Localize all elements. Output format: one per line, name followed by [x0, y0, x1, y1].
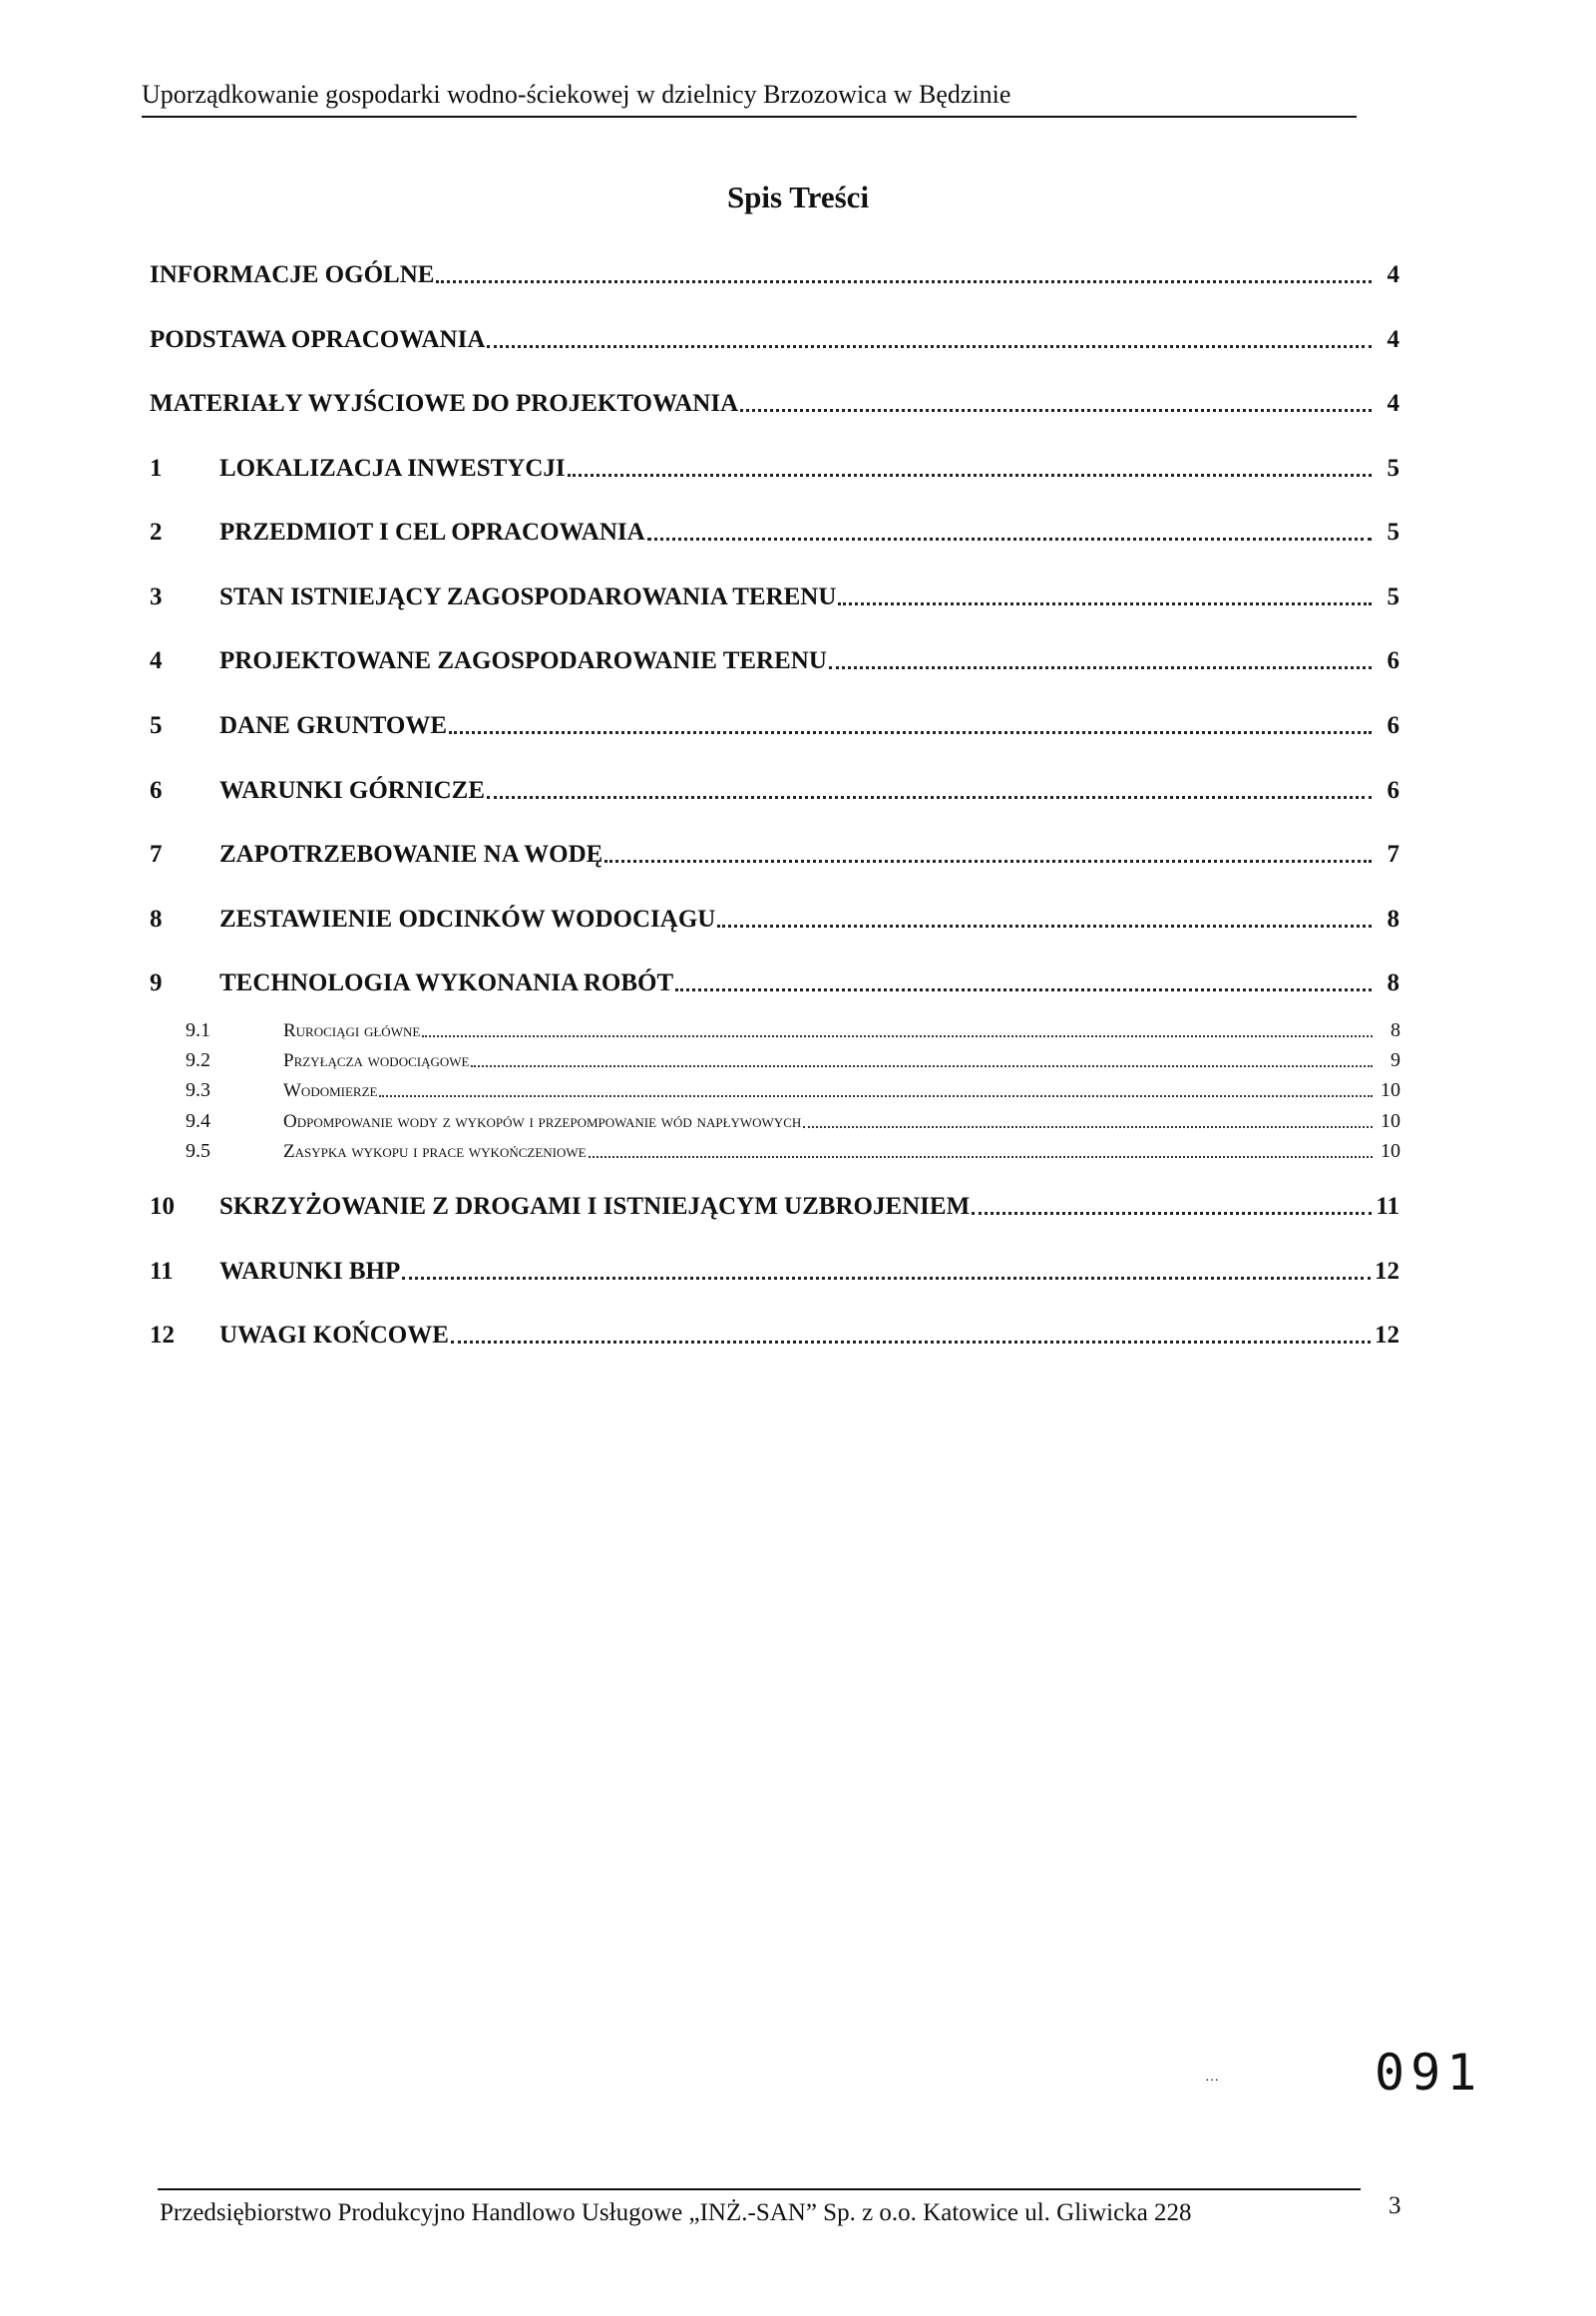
toc-entry-page: 5 [1387, 583, 1399, 610]
toc-entry-page: 5 [1387, 455, 1399, 482]
dot-leader [717, 925, 1372, 928]
page-number: 3 [1389, 2192, 1401, 2219]
toc-entry-label: WARUNKI GÓRNICZE [219, 777, 486, 804]
toc-entry-number: 7 [150, 841, 163, 868]
toc-entry-number: 1 [150, 455, 163, 482]
dot-leader [568, 474, 1372, 477]
toc-entry[interactable] [150, 255, 1399, 289]
toc-subentry-label: Rurociągi główne [283, 1020, 421, 1041]
toc-subentry-page: 10 [1381, 1140, 1400, 1162]
toc-subentry-page: 8 [1391, 1019, 1400, 1041]
toc-subentry[interactable] [186, 1044, 1400, 1072]
toc-entry-number: 9 [150, 969, 163, 996]
dot-leader [838, 602, 1372, 605]
toc-title: Spis Treści [726, 180, 870, 214]
toc-entry-label: MATERIAŁY WYJŚCIOWE DO PROJEKTOWANIA [150, 390, 739, 417]
toc-entry-page: 11 [1376, 1193, 1399, 1220]
dot-leader [829, 666, 1372, 669]
toc-subentry-number: 9.1 [186, 1019, 210, 1041]
toc-entry-page: 12 [1375, 1258, 1399, 1285]
toc-entry-page: 5 [1387, 519, 1399, 546]
toc-entry-page: 4 [1387, 261, 1399, 288]
dot-leader [402, 1277, 1371, 1280]
toc-entry-number: 10 [150, 1193, 175, 1220]
toc-entry-number: 5 [150, 712, 163, 739]
dot-leader [449, 731, 1372, 734]
stamp-number: 091 [1375, 2044, 1483, 2102]
toc-entry-number: 3 [150, 583, 163, 610]
toc-entry-label: ZESTAWIENIE ODCINKÓW WODOCIĄGU [219, 906, 716, 933]
toc-subentry[interactable] [186, 1014, 1400, 1042]
toc-subentry-page: 10 [1381, 1110, 1400, 1132]
toc-entry[interactable] [150, 449, 1399, 483]
toc-entry-label: PRZEDMIOT I CEL OPRACOWANIA [219, 519, 645, 546]
dot-leader [436, 280, 1372, 283]
toc-entry-page: 4 [1387, 326, 1399, 353]
toc-entry[interactable] [150, 513, 1399, 547]
toc-entry-label: PROJEKTOWANE ZAGOSPODAROWANIE TERENU [219, 647, 827, 674]
toc-entry-label: UWAGI KOŃCOWE [219, 1322, 449, 1349]
toc-entry[interactable] [150, 641, 1399, 675]
dot-leader [487, 796, 1372, 799]
toc-subentry-number: 9.2 [186, 1049, 210, 1071]
toc-entry-page: 8 [1387, 969, 1399, 996]
dot-leader [803, 1126, 1373, 1128]
toc-subentry[interactable] [186, 1105, 1400, 1133]
toc-entry[interactable] [150, 900, 1399, 934]
dot-leader [604, 860, 1372, 863]
header-rule [142, 116, 1357, 118]
dot-leader [647, 538, 1372, 541]
page-header: Uporządkowanie gospodarki wodno-ściekowej w dzielnicy Brzozowica w Będzinie [142, 80, 1011, 109]
toc-entry-page: 8 [1387, 906, 1399, 933]
scan-mark: … [1205, 2070, 1219, 2085]
toc-subentry-page: 10 [1381, 1079, 1400, 1101]
dot-leader [675, 988, 1372, 991]
dot-leader [379, 1095, 1373, 1097]
toc-entry[interactable] [150, 835, 1399, 869]
toc-subentry-label: Przyłącza wodociągowe [283, 1050, 470, 1071]
toc-entry-page: 12 [1375, 1322, 1399, 1349]
toc-subentry-number: 9.5 [186, 1140, 210, 1162]
toc-entry-page: 6 [1387, 777, 1399, 804]
toc-entry-number: 12 [150, 1322, 175, 1349]
toc-entry-label: DANE GRUNTOWE [219, 712, 448, 739]
toc-entry-label: SKRZYŻOWANIE Z DROGAMI I ISTNIEJĄCYM UZBROJENIEM [219, 1193, 971, 1220]
dot-leader [451, 1341, 1371, 1344]
page-footer: Przedsiębiorstwo Produkcyjno Handlowo Usługowe „INŻ.-SAN” Sp. z o.o. Katowice ul. Gliwicka 228 [160, 2199, 1192, 2226]
toc-entry-label: INFORMACJE OGÓLNE [150, 261, 435, 288]
toc-entry[interactable] [150, 320, 1399, 354]
toc-entry-number: 4 [150, 647, 163, 674]
dot-leader [589, 1156, 1373, 1158]
toc-entry-page: 7 [1387, 841, 1399, 868]
toc-entry-number: 11 [150, 1258, 174, 1285]
toc-entry-label: WARUNKI BHP [219, 1258, 401, 1285]
toc-entry-label: STAN ISTNIEJĄCY ZAGOSPODAROWANIA TERENU [219, 583, 837, 610]
toc-subentry-label: Odpompowanie wody z wykopów i przepompowanie wód napływowych [283, 1111, 802, 1132]
toc-entry-number: 6 [150, 777, 163, 804]
dot-leader [422, 1035, 1373, 1037]
toc-entry[interactable] [150, 1252, 1399, 1286]
dot-leader [487, 345, 1372, 348]
dot-leader [471, 1065, 1373, 1067]
toc-subentry-label: Zasypka wykopu i prace wykończeniowe [283, 1141, 587, 1162]
toc-entry-number: 2 [150, 519, 163, 546]
toc-entry-label: TECHNOLOGIA WYKONANIA ROBÓT [219, 969, 674, 996]
toc-entry[interactable] [150, 1187, 1399, 1221]
toc-subentry-page: 9 [1391, 1049, 1400, 1071]
toc-entry-label: PODSTAWA OPRACOWANIA [150, 326, 486, 353]
dot-leader [972, 1212, 1372, 1215]
toc-entry-label: LOKALIZACJA INWESTYCJI [219, 455, 566, 482]
toc-entry-page: 4 [1387, 390, 1399, 417]
toc-subentry-number: 9.4 [186, 1110, 210, 1132]
dot-leader [740, 409, 1372, 412]
toc-entry-page: 6 [1387, 712, 1399, 739]
footer-rule [158, 2188, 1361, 2190]
toc-subentry-number: 9.3 [186, 1079, 210, 1101]
toc-entry[interactable] [150, 771, 1399, 805]
toc-entry[interactable] [150, 706, 1399, 740]
toc-entry[interactable] [150, 578, 1399, 611]
toc-subentry[interactable] [186, 1074, 1400, 1102]
toc-subentry-label: Wodomierze [283, 1080, 378, 1101]
toc-entry-label: ZAPOTRZEBOWANIE NA WODĘ [219, 841, 603, 868]
toc-entry-page: 6 [1387, 647, 1399, 674]
toc-entry[interactable] [150, 964, 1399, 997]
toc-entry[interactable] [150, 384, 1399, 418]
toc-entry-number: 8 [150, 906, 163, 933]
toc-entry[interactable] [150, 1316, 1399, 1350]
toc-subentry[interactable] [186, 1135, 1400, 1163]
